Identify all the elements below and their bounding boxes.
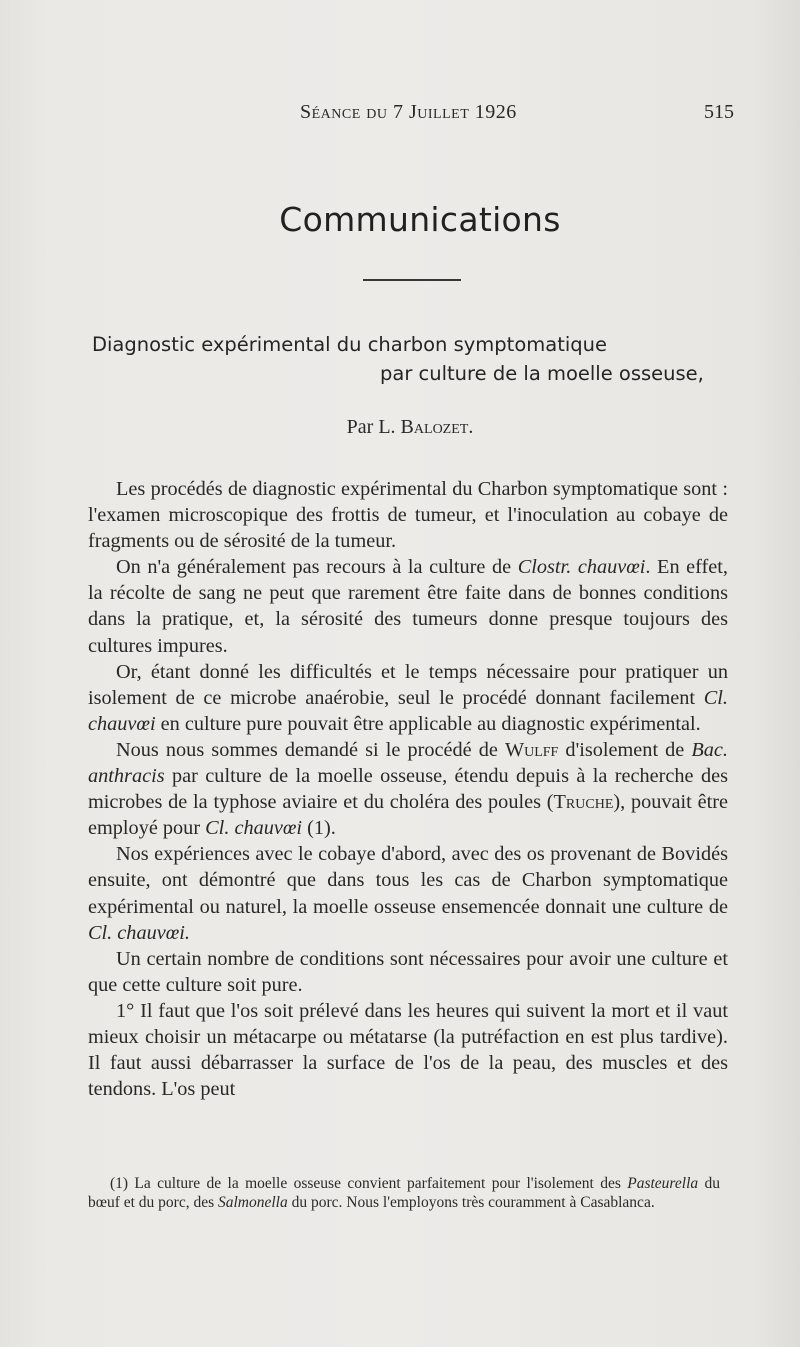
paragraph-7: 1° Il faut que l'os soit prélevé dans les heures qui suivent la mort et il vaut mieux choisir un métacarpe ou métatarse (la putréfaction en est plus tardive). Il faut aussi débarrasser la surface de l'os de la peau, des muscles et des tendons. L'os peut xyxy=(88,999,728,1101)
paragraph-3 xyxy=(88,659,728,737)
footnote xyxy=(88,1174,720,1212)
article-title-line-2: par culture de la moelle osseuse, xyxy=(380,362,704,385)
paragraph-4 xyxy=(88,737,728,841)
paragraph-3-text-c: en culture pure pouvait être applicable au diagnostic expérimental. xyxy=(155,712,701,735)
paragraph-4-text-e: par culture de la moelle osseuse, étendu depuis à la recherche des microbes de la typhose aviaire et du choléra des poules ( xyxy=(88,765,728,814)
running-title: Séance du 7 Juillet 1926 xyxy=(300,101,517,123)
genus-name: Salmonella xyxy=(218,1194,288,1211)
species-name: Cl. chauvœi. xyxy=(88,921,190,944)
paragraph-2 xyxy=(88,554,728,658)
paragraph-4-text-c: d'isolement de xyxy=(558,738,692,761)
paragraph-1: Les procédés de diagnostic expérimental du Charbon symptomatique sont : l'examen microscopique des frottis de tumeur, et l'inoculation au cobaye de fragments ou de sérosité de la tumeur. xyxy=(88,478,728,553)
article-title-line-1: Diagnostic expérimental du charbon symptomatique xyxy=(92,333,607,356)
author-name: L. Balozet. xyxy=(378,416,474,438)
paragraph-2-text-c: . En effet, la récolte de sang ne peut que rarement être faite dans de bonnes conditions dans la pratique, et, la sérosité des tumeurs donne presque toujours des cultures impures. xyxy=(88,556,729,657)
author-citation: Wulff xyxy=(504,738,559,761)
species-name: Clostr. chauvœi xyxy=(517,556,646,579)
article-body xyxy=(88,476,728,1102)
paragraph-4-text-g: ), pouvait être employé pour xyxy=(88,791,728,840)
paragraph-2-text-a: On n'a généralement pas recours à la culture de xyxy=(116,556,518,579)
author-line xyxy=(0,416,800,439)
paragraph-6: Un certain nombre de conditions sont nécessaires pour avoir une culture et que cette culture soit pure. xyxy=(88,947,728,996)
species-name: Cl. chauvœi xyxy=(88,686,728,735)
paragraph-5 xyxy=(88,841,728,945)
species-name: Cl. chauvœi xyxy=(205,817,303,840)
species-name: Bac. anthracis xyxy=(88,738,728,788)
author-prefix: Par xyxy=(346,416,379,438)
section-title: Communications xyxy=(279,200,561,239)
footnote-text-a: (1) La culture de la moelle osseuse convient parfaitement pour l'isolement des xyxy=(110,1175,628,1192)
running-head xyxy=(0,101,800,131)
genus-name: Pasteurella xyxy=(627,1175,699,1192)
page-number: 515 xyxy=(704,101,734,123)
paragraph-5-text-a: Nos expériences avec le cobaye d'abord, avec des os provenant de Bovidés ensuite, ont démontré que dans tous les cas de Charbon symptomatique expérimental ou naturel, la moelle osseuse ensemencée donnait une culture de xyxy=(88,843,728,918)
paragraph-4-text-a: Nous nous sommes demandé si le procédé de xyxy=(116,738,505,761)
title-divider xyxy=(363,279,461,281)
footnote-text-e: du porc. Nous l'employons très couramment à Casablanca. xyxy=(287,1194,655,1211)
footnote-text-c: du bœuf et du porc, des xyxy=(88,1175,720,1211)
footnote-reference: (1). xyxy=(302,817,336,840)
paragraph-3-text-a: Or, étant donné les difficultés et le temps nécessaire pour pratiquer un isolement de ce microbe anaérobie, seul le procédé donnant facilement xyxy=(88,660,728,709)
article-title xyxy=(92,330,732,388)
author-citation: Truche xyxy=(553,791,614,814)
